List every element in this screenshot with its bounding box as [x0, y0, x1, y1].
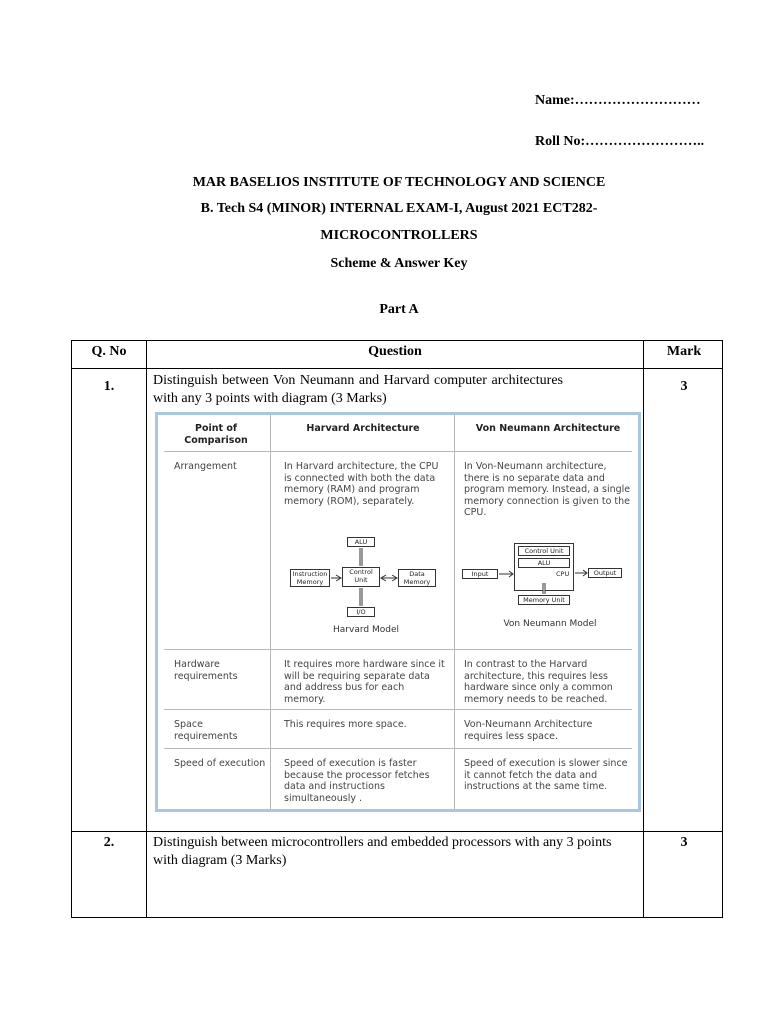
cmp-header-harvard: Harvard Architecture — [306, 423, 420, 434]
cmp-point-speed: Speed of execution — [174, 758, 266, 769]
harvard-alu-box: ALU — [347, 537, 375, 547]
row2-question: Distinguish between microcontrollers and embedded processors with any 3 points with diagram (3 Marks) — [153, 835, 612, 868]
row1-mark: 3 — [680, 379, 688, 394]
von-cpu-label: CPU — [556, 570, 570, 578]
part-title: Part A — [379, 302, 419, 317]
comparison-table-image — [155, 412, 641, 812]
cmp-point-space: Space requirements — [174, 719, 238, 742]
harvard-diagram — [284, 527, 448, 639]
harvard-data-memory-box: Data Memory — [398, 569, 436, 587]
cmp-von-arrangement: In Von-Neumann architecture, there is no separate data and program memory. Instead, a single memory connection is given to the CPU. — [464, 461, 631, 518]
harvard-control-unit-box: Control Unit — [342, 567, 380, 587]
scheme-title: Scheme & Answer Key — [330, 256, 468, 271]
header-qno: Q. No — [91, 344, 127, 359]
header-mark: Mark — [666, 344, 702, 359]
cmp-point-arrangement: Arrangement — [174, 461, 237, 472]
von-alu-box: ALU — [518, 558, 570, 568]
cmp-von-hardware: In contrast to the Harvard architecture, this requires less hardware since only a common memory needs to be reached. — [464, 659, 613, 705]
von-neumann-diagram — [460, 527, 640, 639]
row1-question: Distinguish between Von Neumann and Harvard computer architectures with any 3 points with diagram (3 Marks) — [153, 373, 563, 406]
von-caption: Von Neumann Model — [503, 619, 597, 629]
harvard-caption: Harvard Model — [333, 625, 399, 635]
cmp-von-space: Von-Neumann Architecture requires less space. — [464, 719, 593, 742]
row2-qno: 2. — [103, 835, 115, 850]
harvard-instruction-memory-box: Instruction Memory — [290, 569, 330, 587]
von-memory-unit-box: Memory Unit — [518, 595, 570, 605]
institute-title: MAR BASELIOS INSTITUTE OF TECHNOLOGY AND SCIENCE — [192, 175, 606, 190]
von-control-unit-box: Control Unit — [518, 546, 570, 556]
exam-line: B. Tech S4 (MINOR) INTERNAL EXAM-I, August 2021 ECT282- — [200, 201, 598, 216]
header-question: Question — [368, 344, 422, 359]
cmp-header-point: Point of Comparison — [184, 423, 248, 446]
von-output-box: Output — [588, 568, 622, 578]
questions-table — [71, 340, 723, 918]
cmp-harvard-arrangement: In Harvard architecture, the CPU is connected with both the data memory (RAM) and program memory (ROM), separately. — [284, 461, 439, 507]
subject-title: MICROCONTROLLERS — [320, 228, 478, 243]
von-input-box: Input — [462, 569, 498, 579]
cmp-harvard-hardware: It requires more hardware since it will be requiring separate data and address bus for each memory. — [284, 659, 445, 705]
cmp-von-speed: Speed of execution is slower since it cannot fetch the data and instructions at the same time. — [464, 758, 628, 792]
harvard-arrows — [284, 527, 448, 639]
row2-mark: 3 — [680, 835, 688, 850]
row1-qno: 1. — [103, 379, 115, 394]
rollno-field: Roll No:…………………….. — [535, 134, 705, 149]
cmp-point-hardware: Hardware requirements — [174, 659, 238, 682]
cmp-header-von: Von Neumann Architecture — [475, 423, 621, 434]
name-field: Name:……………………… — [535, 93, 701, 108]
harvard-io-box: I/O — [347, 607, 375, 617]
cmp-harvard-speed: Speed of execution is faster because the processor fetches data and instructions simultaneously . — [284, 758, 430, 804]
cmp-harvard-space: This requires more space. — [284, 719, 407, 730]
